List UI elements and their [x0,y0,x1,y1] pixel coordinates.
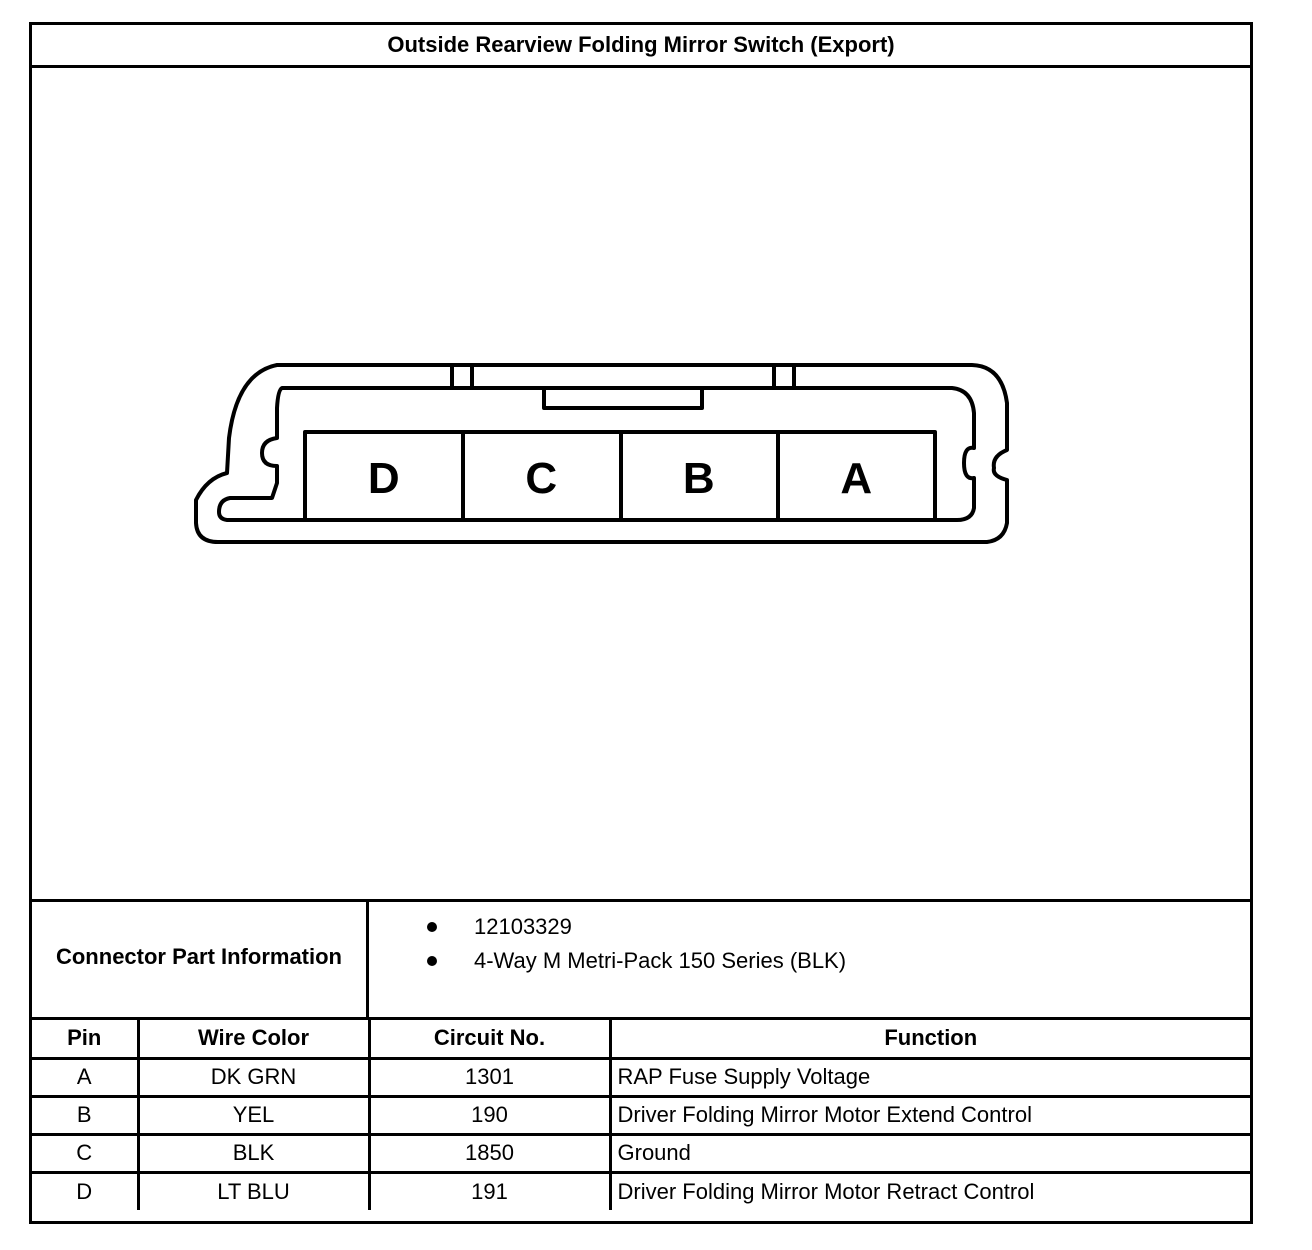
pin-table [32,1020,1250,1210]
cell-circuit: 190 [369,1096,610,1134]
connector-sheet [29,22,1253,1224]
header-wire-color: Wire Color [138,1020,369,1058]
connector-housing-outline [196,365,1007,542]
header-pin: Pin [32,1020,138,1058]
pin-table-header-row [32,1020,1250,1058]
cell-wire-color: BLK [138,1134,369,1172]
table-row [32,1058,1250,1096]
cell-pin: D [32,1172,138,1210]
connector-tab-left [452,365,472,388]
connector-info-item [369,910,1250,944]
pin-label-c: C [525,454,558,503]
cell-circuit: 191 [369,1172,610,1210]
pin-label-b: B [682,454,715,503]
cell-pin: C [32,1134,138,1172]
cell-wire-color: DK GRN [138,1058,369,1096]
table-row [32,1134,1250,1172]
header-function: Function [610,1020,1250,1058]
cell-pin: A [32,1058,138,1096]
connector-info-item [369,944,1250,978]
connector-description: 4-Way M Metri-Pack 150 Series (BLK) [474,948,847,973]
cell-function: Ground [610,1134,1250,1172]
cell-function: Driver Folding Mirror Motor Extend Control [610,1096,1250,1134]
cell-wire-color: YEL [138,1096,369,1134]
connector-latch [544,388,702,408]
bullet-icon [427,956,437,966]
connector-info-row [32,902,1250,1020]
cell-circuit: 1301 [369,1058,610,1096]
header-circuit: Circuit No. [369,1020,610,1058]
connector-part-number: 12103329 [474,914,572,939]
cell-circuit: 1850 [369,1134,610,1172]
connector-face-drawing [32,68,1250,899]
connector-diagram [32,68,1250,902]
connector-info-list [369,902,1250,1025]
cell-wire-color: LT BLU [138,1172,369,1210]
cell-function: Driver Folding Mirror Motor Retract Control [617,1178,1035,1204]
bullet-icon [427,922,437,932]
cell-function: RAP Fuse Supply Voltage [610,1058,1250,1096]
table-row [32,1172,1250,1210]
connector-tab-right [774,365,794,388]
cell-pin: B [32,1096,138,1134]
sheet-title: Outside Rearview Folding Mirror Switch (Export) [32,25,1250,68]
pin-label-a: A [840,454,873,503]
pin-label-d: D [367,454,400,503]
table-row [32,1096,1250,1134]
connector-info-label: Connector Part Information [32,902,369,1017]
